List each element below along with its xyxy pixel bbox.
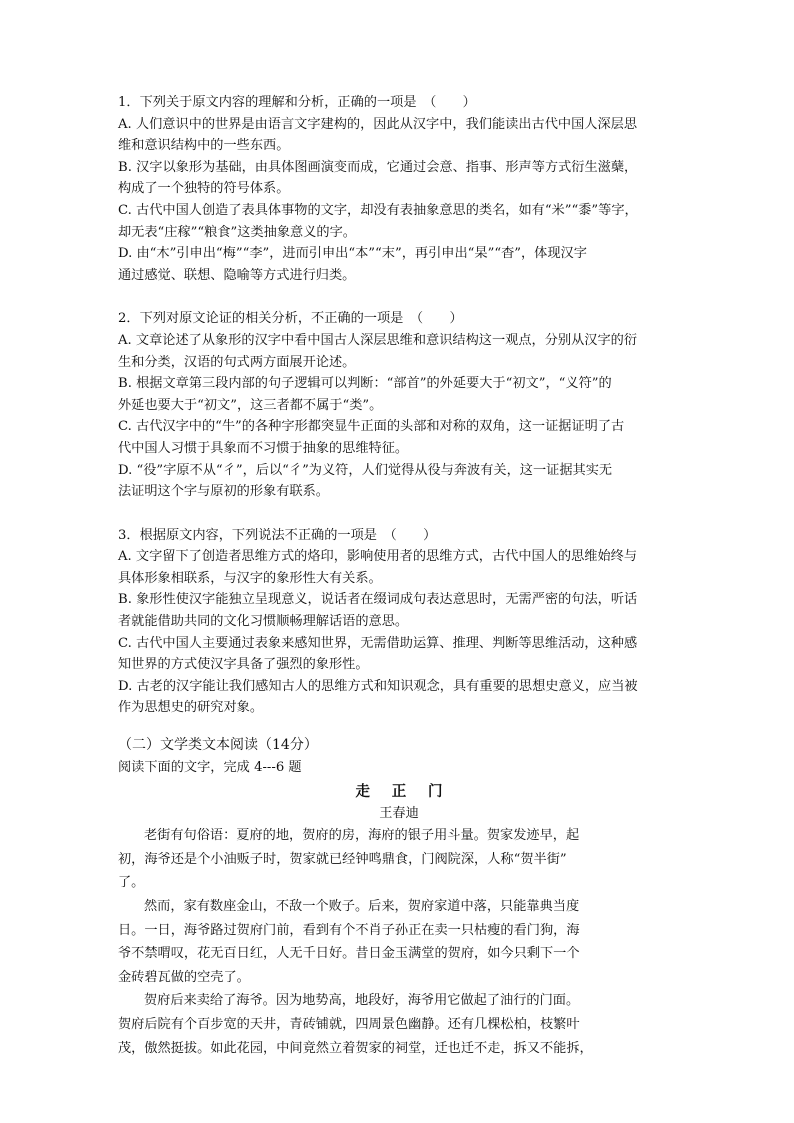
option-line: D. 古老的汉字能让我们感知古人的思维方式和知识观念，具有重要的思想史意义，应当被 [118, 678, 638, 694]
option-line: 维和意识结构中的一些东西。 [118, 138, 290, 154]
question-3-head: 3．根据原文内容，下列说法不正确的一项是 （ ） [118, 527, 437, 543]
paragraph-line: 贺府后来卖给了海爷。因为地势高，地段好，海爷用它做起了油行的门面。 [144, 993, 580, 1009]
document-page [118, 92, 680, 1060]
option-line: A. 文字留下了创造者思维方式的烙印，影响使用者的思维方式，古代中国人的思维始终与 [118, 549, 638, 565]
option-line: D. “役”字原不从“彳”，后以“彳”为义符，人们觉得从役与奔波有关，这一证据其实无 [118, 462, 613, 478]
option-line: B. 汉字以象形为基础，由具体图画演变而成，它通过会意、指事、形声等方式衍生滋蘖， [118, 159, 638, 175]
option-line: B. 象形性使汉字能独立呈现意义，说话者在缀词成句表达意思时，无需严密的句法，听话 [118, 592, 638, 608]
paragraph-line: 然而，家有数座金山，不敌一个败子。后来，贺府家道中落，只能靠典当度 [144, 899, 580, 914]
option-line: 者就能借助共同的文化习惯顺畅理解话语的意思。 [118, 614, 409, 630]
option-line: A. 文章论述了从象形的汉字中看中国古人深层思维和意识结构这一观点，分别从汉字的衍 [118, 332, 638, 348]
paragraph-line: 了。 [118, 875, 145, 891]
story-title [118, 780, 680, 803]
paragraph-line: 金砖碧瓦做的空壳了。 [118, 969, 250, 985]
option-line: D. 由“木”引申出“梅”“李”，进而引申出“本”“末”，再引申出“杲”“杳”，体现汉字 [118, 246, 587, 262]
question-1 [118, 92, 680, 286]
option-line: C. 古代汉字中的“牛”的各种字形都突显牛正面的头部和对称的双角，这一证据证明了古 [118, 419, 625, 435]
paragraph-line: 日。一日，海爷路过贺府门前，看到有个不肖子孙正在卖一只枯瘦的看门狗，海 [118, 922, 580, 938]
option-line: 外延也要大于“初文”，这三者都不属于“类”。 [118, 397, 383, 413]
section-heading: （二）文学类文本阅读（14分） [118, 737, 318, 754]
option-line: 通过感觉、联想、隐喻等方式进行归类。 [118, 267, 356, 283]
story-paragraph-1 [118, 824, 680, 895]
story-paragraph-2 [118, 895, 680, 989]
option-line: 具体形象相联系，与汉字的象形性大有关系。 [118, 570, 382, 586]
title-char: 门 [428, 783, 443, 801]
question-2-head: 2．下列对原文论证的相关分析，不正确的一项是 （ ） [118, 311, 463, 327]
paragraph-line: 老街有句俗语：夏府的地，贺府的房，海府的银子用斗量。贺家发迹早，起 [144, 828, 580, 844]
option-line: 构成了一个独特的符号体系。 [118, 181, 290, 197]
option-line: 却无表“庄稼”“粮食”这类抽象意义的字。 [118, 224, 356, 240]
section-instruction: 阅读下面的文字，完成 4---6 题 [118, 759, 302, 775]
option-line: A. 人们意识中的世界是由语言文字建构的，因此从汉字中，我们能读出古代中国人深层思 [118, 116, 638, 132]
paragraph-line: 贺府后院有个百步宽的天井，青砖铺就，四周景色幽静。还有几棵松柏，枝繁叶 [118, 1016, 580, 1032]
option-line: C. 古代中国人主要通过表象来感知世界，无需借助运算、推理、判断等思维活动，这种感 [118, 635, 638, 651]
title-char: 正 [391, 783, 407, 801]
paragraph-line: 爷不禁喟叹，花无百日红，人无千日好。昔日金玉满堂的贺府，如今只剩下一个 [118, 946, 580, 962]
story-author: 王春迪 [379, 806, 419, 822]
option-line: 知世界的方式使汉字具备了强烈的象形性。 [118, 657, 369, 673]
question-3 [118, 525, 680, 719]
option-line: 生和分类，汉语的句式两方面展开论述。 [118, 354, 356, 370]
option-line: C. 古代中国人创造了表具体事物的文字，却没有表抽象意思的类名，如有“米”“黍”等字， [118, 202, 638, 218]
option-line: 法证明这个字与原初的形象有联系。 [118, 484, 329, 500]
option-line: 代中国人习惯于具象而不习惯于抽象的思维特征。 [118, 440, 409, 456]
option-line: 作为思想史的研究对象。 [118, 700, 264, 716]
question-1-head: 1．下列关于原文内容的理解和分析，正确的一项是 （ ） [118, 95, 476, 110]
title-char: 走 [355, 783, 370, 801]
paragraph-line: 初，海爷还是个小油贩子时，贺家就已经钟鸣鼎食，门阀院深，人称“贺半街” [118, 851, 567, 867]
question-2 [118, 308, 680, 502]
paragraph-line: 茂，傲然挺拔。如此花园，中间竟然立着贺家的祠堂，迁也迁不走，拆又不能拆， [118, 1040, 593, 1056]
story-paragraph-3 [118, 989, 680, 1060]
option-line: B. 根据文章第三段内部的句子逻辑可以判断：“部首”的外延要大于“初文”，“义符”的 [118, 376, 612, 392]
